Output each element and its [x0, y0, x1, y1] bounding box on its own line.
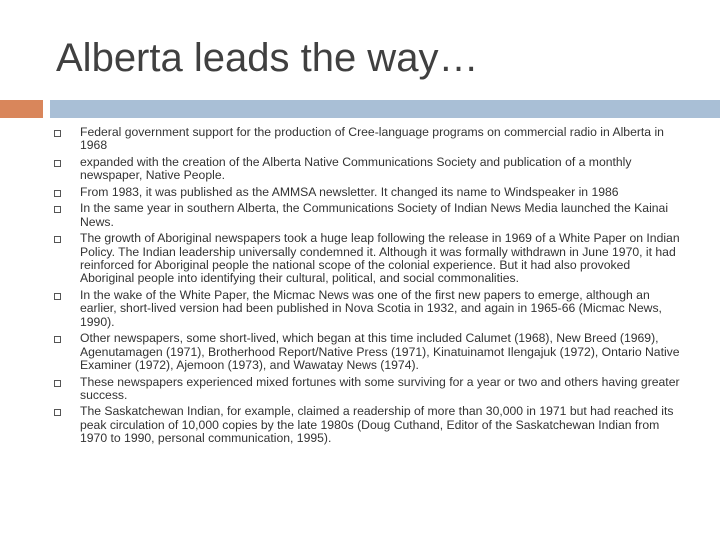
slide-title: Alberta leads the way… — [56, 36, 479, 80]
bullet-text: In the same year in southern Alberta, the Communications Society of Indian News Media launched the Kainai News. — [80, 201, 669, 229]
bullet-item — [54, 376, 684, 403]
bullet-text: The Saskatchewan Indian, for example, claimed a readership of more than 30,000 in 1971 but had reached its peak circulation of 10,000 copies by the late 1980s (Doug Cuthand, Editor of the Saskatchewan Indian from 1970 to 1990, personal communication, 1995). — [80, 404, 674, 446]
square-bullet-icon — [54, 380, 61, 387]
bullet-text: From 1983, it was published as the AMMSA newsletter. It changed its name to Windspeaker in 1986 — [80, 184, 619, 199]
bullet-text: Other newspapers, some short-lived, which began at this time included Calumet (1968), New Breed (1969), Agenutamagen (1971), Brotherhood Report/Native Press (1971), Kinatuinamot Ilengajuk (1972), Ontario Native Examiner (1972), Ajemoon (1973), and Wawatay News (1974). — [80, 331, 680, 373]
bullet-item — [54, 186, 684, 199]
bullet-item — [54, 156, 684, 183]
bullet-item — [54, 405, 684, 445]
bullet-text: The growth of Aboriginal newspapers took a huge leap following the release in 1969 of a White Paper on Indian Policy. The Indian leadership universally condemned it. Although it was formally withdrawn in June 1970, it had reinforced for Aboriginal people the national scope of the colonial experience. But it had also provoked Aboriginal people into identifying their cultural, political, and social commonalities. — [80, 231, 680, 286]
square-bullet-icon — [54, 160, 61, 167]
square-bullet-icon — [54, 130, 61, 137]
square-bullet-icon — [54, 293, 61, 300]
title-rule-bar — [50, 100, 720, 118]
bullet-item — [54, 202, 684, 229]
square-bullet-icon — [54, 190, 61, 197]
square-bullet-icon — [54, 409, 61, 416]
bullet-item — [54, 289, 684, 329]
bullet-item — [54, 332, 684, 372]
bullet-text: Federal government support for the production of Cree-language programs on commercial radio in Alberta in 1968 — [80, 125, 664, 153]
bullet-item — [54, 232, 684, 286]
title-accent-bar — [0, 100, 43, 118]
bullet-text: In the wake of the White Paper, the Micmac News was one of the first new papers to emerge, although an earlier, short-lived version had been published in Nova Scotia in 1932, and again in 1965-66 (Micmac News, 1990). — [80, 287, 662, 329]
square-bullet-icon — [54, 336, 61, 343]
bullet-item — [54, 126, 684, 153]
square-bullet-icon — [54, 236, 61, 243]
bullet-text: These newspapers experienced mixed fortunes with some surviving for a year or two and others having greater success. — [80, 374, 680, 402]
bullet-text: expanded with the creation of the Alberta Native Communications Society and publication of a monthly newspaper, Native People. — [80, 154, 632, 183]
bullet-list — [54, 126, 684, 449]
square-bullet-icon — [54, 206, 61, 213]
